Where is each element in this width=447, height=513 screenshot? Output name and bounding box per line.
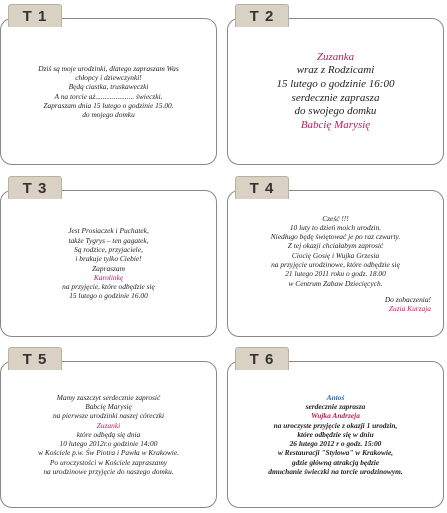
tab-t2-label: T 2 (235, 4, 289, 27)
text-line: 10 lutego 2012r.o godzinie 14:00 (59, 439, 158, 449)
guest-name: Babcię Marysię (300, 118, 371, 131)
text-line: chłopcy i dziewczynki! (75, 72, 142, 82)
template-t1[interactable] (0, 0, 220, 170)
text-line: Babcię Marysię (85, 401, 132, 411)
text-line: serdecznie zaprasza (305, 401, 366, 411)
text-line: gdzie główną atrakcją będzie (291, 457, 380, 467)
template-t3[interactable] (0, 172, 220, 342)
invitation-card-t5 (0, 361, 217, 508)
tab-t5-label: T 5 (8, 347, 62, 370)
text-line: Będą ciastka, truskaweczki (68, 82, 149, 92)
text-line: także Tygrys – ten gagatek, (68, 235, 149, 245)
text-line: 15 lutego o godzinie 16.00 (69, 291, 148, 301)
text-line: Jest Prosiaczek i Puchatek, (68, 226, 149, 236)
text-line: na przyjęcie, które odbędzie się (62, 282, 155, 292)
text-line: Ciocię Gosię i Wujka Grzesia (291, 250, 380, 260)
text-line: na pierwsze urodzinki naszej córeczki (52, 411, 165, 421)
text-line: Cześć !!! (322, 213, 349, 223)
guest-name: Karolinkę (93, 272, 124, 282)
child-name: Zuzanka (316, 50, 355, 63)
tab-t6-label: T 6 (235, 347, 289, 370)
invitation-card-t4 (227, 190, 444, 337)
text-line: Są rodzice, przyjaciele, (74, 244, 143, 254)
text-line: wraz z Rodzicami (296, 64, 375, 77)
child-name: Zuzanki (96, 420, 121, 430)
text-line: do mojego domku (82, 110, 135, 120)
text-line: na urodzinowe przyjęcie do naszego domku. (43, 467, 174, 477)
text-line: do swojego domku (294, 105, 377, 118)
text-line: 10 luty to dzień moich urodzin. (289, 222, 382, 232)
text-line: Mamy zaszczyt serdecznie zaprosić (56, 392, 161, 402)
tab-t4-label: T 4 (235, 176, 289, 199)
text-line: dmuchanie świeczki na torcie urodzinowym. (268, 467, 403, 477)
text-line: które odbędą się dnia (76, 429, 141, 439)
invitation-card-t6 (227, 361, 444, 508)
text-line: serdecznie zaprasza (291, 91, 380, 104)
text-line: 21 lutego 2011 roku o godz. 18.00 (285, 269, 386, 279)
invitation-card-t3 (0, 190, 217, 337)
child-name: Antoś (326, 392, 345, 402)
template-t4[interactable] (227, 172, 447, 342)
text-line: Zapraszam (92, 263, 125, 273)
text-line: w Kościele p.w. Św Piotra i Pawła w Krakowie. (38, 448, 179, 458)
closing-text: Do zobaczenia! (384, 294, 431, 304)
invitation-card-t1 (0, 18, 217, 165)
text-line: 26 lutego 2012 r o godz. 15:00 (289, 439, 382, 449)
text-line: na przyjęcie urodzinowe, które odbędzie się (271, 260, 400, 269)
text-line: Zapraszam dnia 15 lutego o godzinie 15.00. (43, 100, 174, 110)
invitation-card-t2 (227, 18, 444, 165)
template-t5[interactable] (0, 343, 220, 513)
text-line: Z tej okazji chciałabym zaprosić (287, 241, 384, 251)
text-line: które odbędzie się w dniu (297, 429, 374, 439)
text-line: w Restauracji "Stylowa" w Krakowie, (277, 448, 394, 458)
signature: Zuzia Kurzaja (388, 304, 431, 314)
text-line: Dziś są moje urodzinki, dlatego zapraszam Was (38, 63, 179, 73)
tab-t3-label: T 3 (8, 176, 62, 199)
text-line: w Centrum Zabaw Dziecięcych. (288, 278, 383, 288)
text-line: Niedługo będę świętować je po raz czwarty. (270, 232, 401, 242)
text-line: Po uroczystości w Kościele zapraszamy (49, 457, 168, 467)
template-t6[interactable] (227, 343, 447, 513)
text-line: 15 lutego o godzinie 16:00 (276, 77, 395, 90)
text-line: A na torcie aż..................... świeczki. (54, 91, 163, 101)
text-line: na uroczyste przyjęcie z okazji 1 urodzin, (273, 420, 398, 430)
template-t2[interactable] (227, 0, 447, 170)
text-line: i brakuje tylko Ciebie! (75, 254, 142, 264)
guest-name: Wujka Andrzeja (311, 411, 360, 421)
tab-t1-label: T 1 (8, 4, 62, 27)
